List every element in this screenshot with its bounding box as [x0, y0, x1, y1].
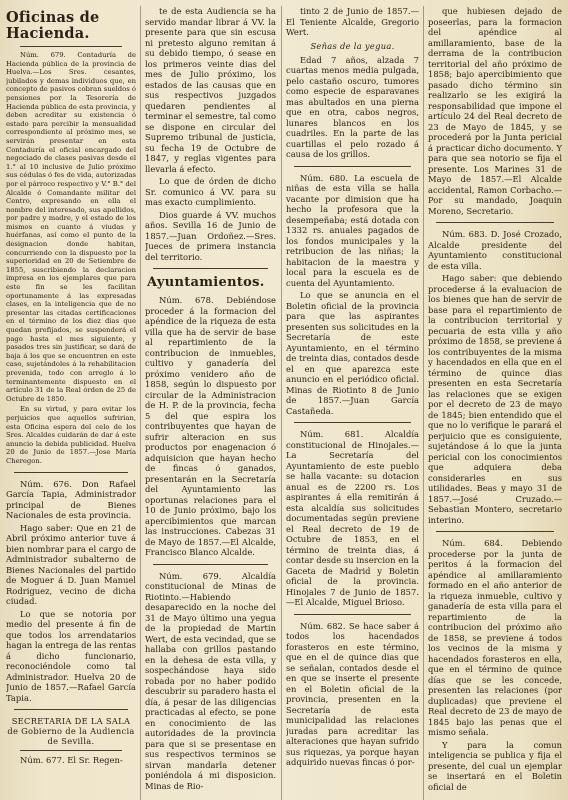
notice-679: Núm. 679. Contaduría de Hacienda pública de la provincia de Huelva.—Los Sres. cesantes, jubilados y demas individuos que, en concepto de pasivos cobran sueldos ó pensiones por la Tesorería de Hacienda pública de esta provincia, y deben acreditar su existencia ó estado para percibir la mensualidad correspondiente al próximo mes, se servirán presentar en esta Contaduría el oficial encargado del negociado de clases pasivas desde el 1.° al 10 inclusive de Julio próximo sus cédulas ó fes de vida, autorizadas por el párroco respectivo y V.° B.° del Alcalde ó Comandante militar del Centro, expresando en ella el nombre del interesado, sus apellidos, por padre y madre, y el estado de los mismos en cuanto á viudas y huérfanas, así como el punto de la designacion donde habitan, concurriendo con la dispuesto por la superioridad en 20 de Setiembre de 1855, suscribiendo la declaracion impresa en los ejemplares que para este fin se les facilitan oportunamente á las expresadas clases, en la inteligencia que de no presentar las citadas certificaciones en el término de los diez dias que quedan prefijados, se suspenderá el pago hasta el mes siguiente, y pasados tres sin justificar, se dará de baja á los que se encuentren en este caso, sujetándoles á la rehabilitacion prevenida, todo con arreglo á lo terminantemente dispuesto en el artículo 31 de la Real órden de 25 de Octubre de 1850. [6, 51, 136, 403]
column-2 [145, 6, 276, 800]
notice-677: Núm. 677. El Sr. Regen- [20, 755, 123, 765]
notice-683-body: Hago saber: que debiendo procederse á la evaluacion de los bienes que han de servir de base para el repartimiento de la contribucion territorial y pecuaria de esta villa y año próximo de 1858, se previene á los contribuyentes de la misma y hacendados en ella que en el término de quince dias presenten en esta Secretaría las relaciones que se exigen por el decreto de 23 de mayo de 1845; bien entendido que el que no lo verifique le parará el perjuicio que es consiguiente, sujetándose á lo que la junta pericial con los conocimientos que adquiera deba considerarles en sus utilidades. Beas y mayo 31 de 1857.—José Cruzado.—Sebastian Montero, secretario interino. [428, 273, 562, 525]
divider [294, 422, 411, 423]
notice-681: Núm. 681. Alcaldía constitucional de Hinojales.—La Secretaría del Ayuntamiento de este pueblo se halla vacante: su dotacion anual es de 2200 rs. Los aspirantes á ella remitirán á esta alcaldía sus solicitudes documentadas según previene el Real decreto de 19 de Octubre de 1853, en el término de treinta dias, á contar desde su insercion en la Gaceta de Madrid y Boletin oficial de la provincia. Hinojales 7 de Junio de 1857.—El Alcalde, Miguel Brioso. [286, 429, 419, 607]
notice-679-riotinto: Núm. 679. Alcaldía constitucional de Minas de Riotinto.—Habiendo desaparecido en la noche del 31 de Mayo último una yegua de la propiedad de Martin Wert, de esta vecindad, que se hallaba con grillos pastando en la dehesa de esta villa, y sospechándose haya sido robada por no haber podido descubrir su paradero hasta el día, á pesar de las diligencias practicadas al efecto, se pone en conocimiento de las autoridades de la provincia para que si se presentase en sus respectivos terminos se sirvan mandarla detener poniéndola á mi disposicion. Minas de Rio- [145, 570, 276, 791]
notice-677-cont-2: Lo que de órden de dicho Sr. comunico á VV. para su mas exacto cumplimiento. [145, 176, 276, 207]
notice-684-cont: Y para la comun inteligencia se publica y fija el presente, del cual un ejemplar se insertará en el Boletin oficial de [428, 739, 562, 792]
notice-676-body-2: Lo que se notoria por medio del presente á fin de que todos los arrendatarios hagan la entrega de las rentas á dicho funcionario, reconociéndole como tal Administrador. Huelva 20 de Junio de 1857.—Rafael García Tapia. [6, 608, 136, 703]
subheading-senas: Señas de la yegua. [310, 40, 395, 51]
divider [436, 531, 554, 532]
notice-679-senas-text: Edad 7 años, alzada 7 cuartas menos media pulgada, pelo castaño oscuro, tumores como especie de esparavanes mas abultados en una pierna que en otra, cabos negros, lunares blancos en los cuadriles. En la parte de las cuartillas el pelo rozado á causa de los grillos. [286, 54, 419, 159]
notice-682-cont: que hubiesen dejado de poseerlas, para la formacion del apéndice al amillaramiento, base de la derrama de la contribucion territorial del año próximo de 1858; bajo apercibimiento que pasado dicho término sin realizarlo se les exigirá la responsabilidad que impone el artículo 24 del Real decreto de 23 de Mayo de 1845, y se procederá por la Junta pericial á practicar dicho documento. Y para que sea notorio se fija el presente. Los Marines 31 de Mayo de 1857.—El Alcalde accidental, Ramon Corbacho.—Por su mandado, Joaquin Moreno, Secretario. [428, 6, 562, 216]
section-title-secretaria: SECRETARIA DE LA SALA de Gobierno de la Audiencia de Sevilla. [7, 716, 135, 746]
column-rule [423, 6, 424, 800]
notice-679-signature: tinto 2 de Junio de 1857.—El Teniente Alcalde, Gregorio Wert. [286, 6, 419, 37]
divider [294, 614, 411, 615]
notice-682: Núm. 682. Se hace saber á todos los hacendados forasteros en este término, que en el de quince dias que se señalan, contados desde el en que se inserte el presente en el Boletin oficial de la provincia, presenten en la Secretaría de esta municipalidad las relaciones juradas para acreditar las alteraciones que hayan sufrido sus riquezas, ya porque hayan adquirido nuevas fincas ó por- [286, 620, 419, 767]
divider [153, 564, 268, 565]
notice-678: Núm. 678. Debiéndose proceder á la formacion del apéndice de la riqueza de esta villa que ha de servir de base al repartimiento de la contribucion de inmuebles, cultivo y ganadería del próximo venidero año de 1858, según lo dispuesto por circular de la Administracion de H. P. de la provincia, fecha 5 del que espira los contribuyentes que hayan de sufrir alteracion en sus productos por enagenacion ó adquisicion que hayan hecho de fincas ó ganados, presentarán en la Secretaría del Ayuntamiento las oportunas relaciones para el 10 de Junio próximo, bajo los apercibimientos que marcan las instrucciones. Cabezas 31 de Mayo de 1857.—El Alcalde, Francisco Blanco Alcalde. [145, 295, 276, 557]
column-4 [428, 6, 562, 800]
divider [436, 222, 554, 223]
divider [294, 166, 411, 167]
notice-676-heading: Núm. 676. Don Rafael García Tapia, Administrador principal de Bienes Nacionales de esta provincia. [6, 478, 136, 520]
notice-683: Núm. 683. D. José Crozado, Alcalde presidente del Ayuntamiento constitucional de esta villa. [428, 229, 562, 271]
notice-676-body: Hago saber: Que en 21 de Abril próximo anterior tuve á bien nombrar para el cargo de Administrador subalterno de Bienes Nacionales del partido de Moguer á D. Juan Manuel Rodriguez, vecino de dicha ciudad. [6, 522, 136, 606]
notice-680-cont: Lo que se anuncia en el Boletin oficial de la provincia para que las aspirantes presenten sus solicitudes en la Secretaría de este Ayuntamiento, en el término de treinta dias, contados desde el en que aparezca este anuncio en el periódico oficial. Minas de Riotinto 8 de Junio de 1857.—Juan García Castañeda. [286, 290, 419, 416]
divider [20, 46, 122, 47]
column-3 [286, 6, 419, 800]
notice-680: Núm. 680. La escuela de niñas de esta villa se halla vacante por dimision que ha hecho la profesora que la desempeñaba; está dotada con 1332 rs. anuales pagados de los fondos municipales y la retribucion de las niñas; la habitacion de la maestra y local para la escuela es de cuenta del Ayuntamiento. [286, 172, 419, 288]
divider [14, 472, 128, 473]
divider [20, 750, 122, 751]
notice-677-cont: te de esta Audiencia se ha servido mandar librar á VV. la presente para que sin escusa ni pretesto alguno remitan á su debido tiempo, ó sease en los primeros veinte dias del mes de Julio próximo, los estados de las causas que en sus respectivos juzgados quedaren pendientes al terminar el semestre, tal como se dispone en circular del Supremo tribunal de justicia, su fecha 19 de Octubre de 1847, y reglas vigentes para llevarla á efecto. [145, 6, 276, 174]
section-title-oficinas-hacienda: Oficinas de Hacienda. [6, 9, 100, 42]
column-rule [140, 6, 141, 800]
section-title-ayuntamientos: Ayuntamientos. [147, 275, 265, 290]
notice-679-cont: En su virtud, y para evitar los perjuicios que aquellos sufririan, esta Oficina espera del celo de los Sres. Alcaldes cuidarán de dar á este anuncio la debida publicidad. Huelva 20 de Junio de 1857.—Jose María Cheregon. [6, 405, 136, 465]
column-1 [6, 6, 136, 800]
notice-677-signature: Dios guarde á VV. muchos años. Sevilla 16 de Junio de 1857.—Juan Ordoñez.—Sres. Jueces de primera instancia del territorio. [145, 209, 276, 262]
divider [153, 268, 268, 269]
column-rule [281, 6, 282, 800]
notice-684: Núm. 684. Debiendo procederse por la junta de peritos á la formacion del apéndice al amillaramiento formado en el año anterior de la riqueza inmueble, cultivo y ganadería de esta villa para el repartimiento de la contribucion del próximo año de 1858, se previene á todos los vecinos de la misma y hacendados forasteros en ella, que en el término de quince días que se les concede, presenten las relaciones (por duplicadas) que previene el Real decreto de 23 de mayo de 1845 bajo las penas que el mismo señala. [428, 538, 562, 737]
divider [14, 709, 128, 710]
